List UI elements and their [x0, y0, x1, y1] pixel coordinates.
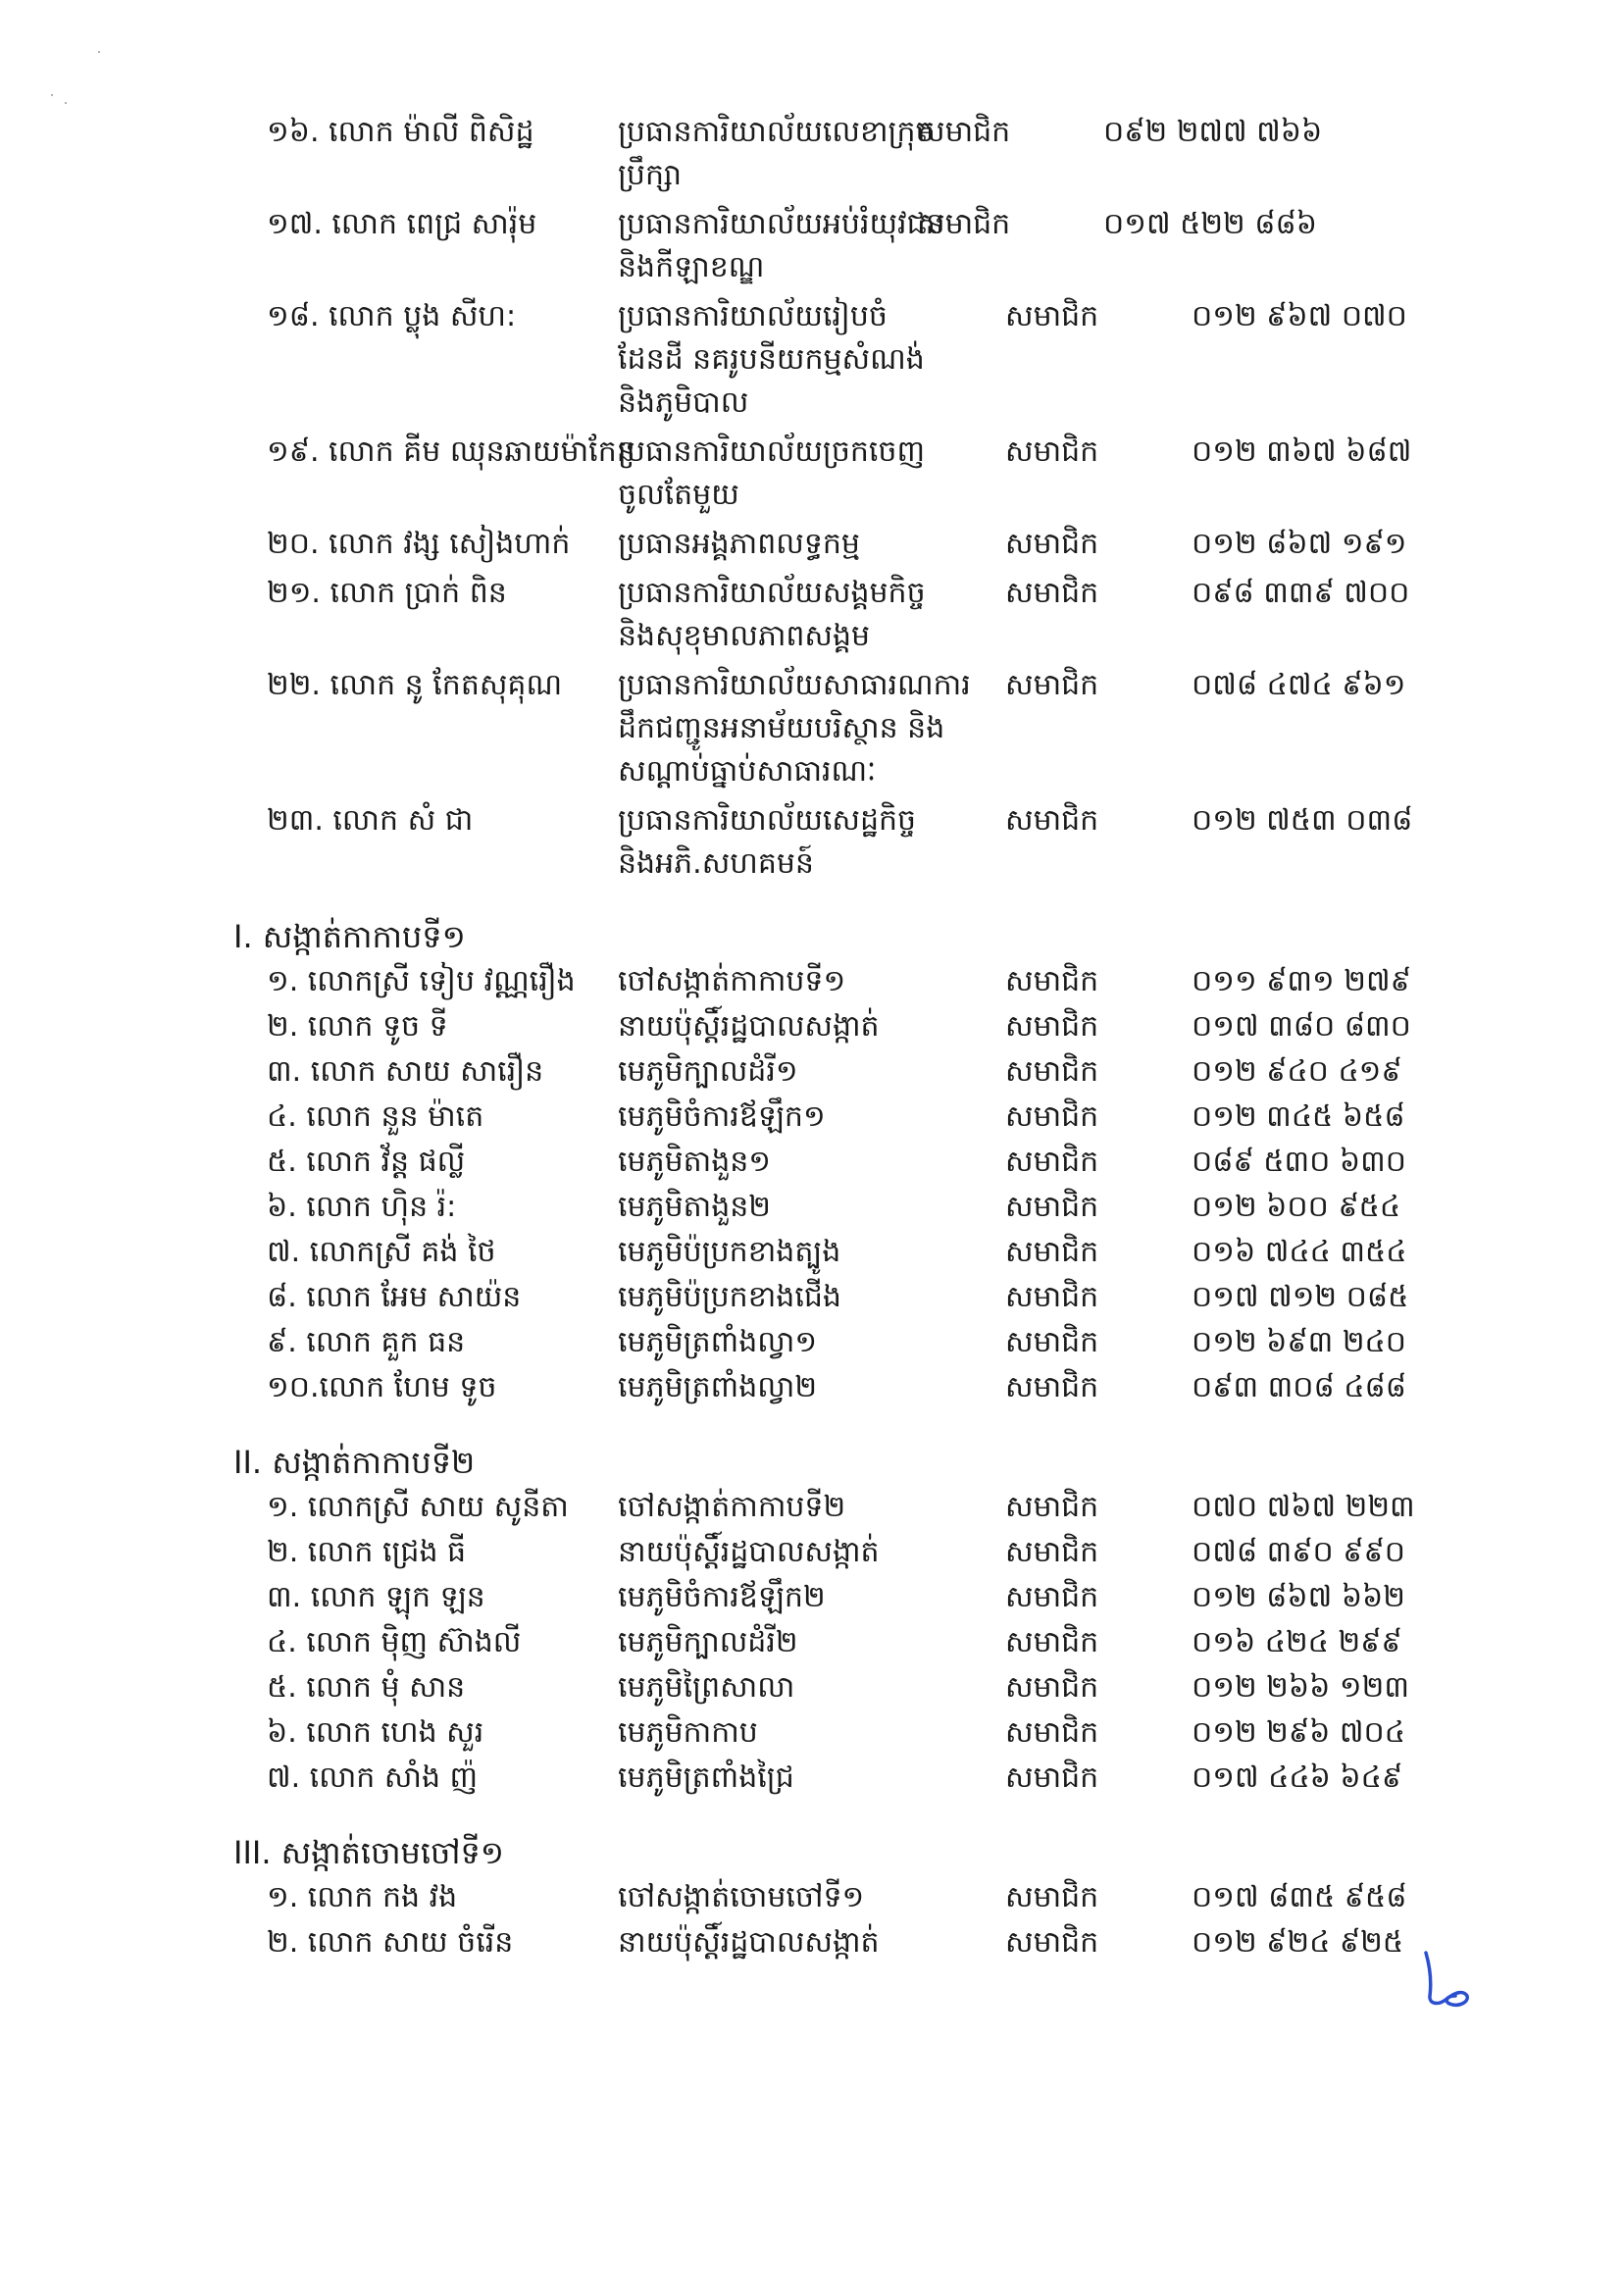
member-phone: ០១២ ២៦៦ ១២៣ [1192, 1670, 1409, 1705]
member-role: សមាជិក [1005, 1490, 1099, 1524]
member-name: ៣. លោក សាយ សារឿន [267, 1054, 544, 1089]
member-phone: ០៧៨ ៤៧៤ ៩៦១ [1192, 668, 1406, 702]
scan-speck [51, 94, 53, 96]
member-position: ចៅសង្កាត់ចោមចៅទី១ [618, 1880, 865, 1914]
member-row [0, 1875, 1624, 1920]
member-position-continued: សណ្តាប់ធ្នាប់សាធារណៈ [618, 754, 877, 789]
member-row [0, 1004, 1624, 1049]
member-role: សមាជិក [1005, 1580, 1099, 1614]
member-row [0, 430, 1624, 475]
member-position: ប្រធានការិយាល័យសេដ្ឋកិច្ច [618, 803, 917, 838]
member-phone: ០១៧ ៧១២ ០៨៥ [1192, 1280, 1409, 1314]
member-position: ប្រធានការិយាល័យអប់រំយុវជន [618, 207, 944, 241]
member-phone: ០៨៩ ៥៣០ ៦៣០ [1192, 1145, 1407, 1179]
member-phone: ០១៦ ៤២៤ ២៩៩ [1192, 1625, 1402, 1659]
member-name: ៥. លោក វ័ន្ត ផល្លី [267, 1145, 466, 1179]
member-phone: ០៩៨ ៣៣៩ ៧០០ [1192, 576, 1410, 610]
member-phone: ០១២ ៨៦៧ ៦៦២ [1192, 1580, 1405, 1614]
member-role: សមាជិក [1005, 1145, 1099, 1179]
member-position-continued: និងអភិ.សហគមន៍ [618, 846, 814, 881]
member-phone: ០១២ ៣៦៧ ៦៨៧ [1192, 434, 1412, 469]
member-position: ចៅសង្កាត់កាកាបទី១ [618, 964, 846, 998]
member-role: សមាជិក [1005, 1715, 1099, 1750]
member-position: ចៅសង្កាត់កាកាបទី២ [618, 1490, 846, 1524]
member-role: សមាជិក [1005, 576, 1099, 610]
member-name: ១៧. លោក ពេជ្រ សារ៉ុម [267, 207, 537, 241]
member-role: សមាជិក [1005, 803, 1099, 838]
member-phone: ០១២ ៦០០ ៩៥៤ [1192, 1190, 1401, 1224]
member-role: សមាជិក [1005, 299, 1099, 333]
member-position: មេភូមិព្រៃសាលា [618, 1670, 795, 1705]
member-name: ១៨. លោក ប្លុង សីហ: [267, 299, 517, 333]
member-position: មេភូមិត្រពាំងជ្រៃ [618, 1760, 794, 1795]
section-title: II. សង្កាត់កាកាបទី២ [233, 1444, 476, 1481]
member-position: នាយប៉ុស្តិ៍រដ្ឋបាលសង្កាត់ [618, 1535, 880, 1569]
member-name: ១. លោកស្រី ទៀប វណ្ណរឿង [267, 964, 576, 998]
member-position: ប្រធានការិយាល័យរៀបចំ [618, 299, 888, 333]
member-name: ១៦. លោក ម៉ាលី ពិសិដ្ឋ [267, 115, 534, 149]
scan-speck [98, 51, 100, 53]
member-position: មេភូមិតាងួន២ [618, 1190, 772, 1224]
member-position-continued: និងភូមិបាល [618, 385, 749, 420]
member-role: សមាជិក [1005, 1625, 1099, 1659]
member-role: សមាជិក [1005, 1880, 1099, 1914]
scan-speck [65, 102, 67, 104]
section-heading [0, 1440, 1624, 1485]
member-role: សមាជិក [1005, 1054, 1099, 1089]
member-phone: ០៧៨ ៣៩០ ៩៩០ [1192, 1535, 1405, 1569]
member-role: សមាជិក [1005, 1009, 1099, 1044]
member-position: ប្រធានការិយាល័យសង្គមកិច្ច [618, 576, 926, 610]
member-row [0, 294, 1624, 339]
member-phone: ០១២ ៧៥៣ ០៣៨ [1192, 803, 1413, 838]
member-phone: ០១១ ៩៣១ ២៧៩ [1192, 964, 1411, 998]
member-position: មេភូមិចំការឪឡឹក១ [618, 1099, 826, 1134]
member-position: មេភូមិប៉ប្រកខាងត្បូង [618, 1235, 841, 1269]
member-phone: ០១២ ៩៦៧ ០៧០ [1192, 299, 1407, 333]
member-row [0, 1095, 1624, 1140]
member-role: សមាជិក [1005, 1099, 1099, 1134]
member-role: សមាជិក [1005, 527, 1099, 561]
position-continuation [0, 247, 1624, 288]
member-phone: ០១២ ៩២៤ ៩២៥ [1192, 1925, 1404, 1960]
member-phone: ០៧០ ៧៦៧ ២២៣ [1192, 1490, 1415, 1524]
member-name: ៤. លោក ម៉ិញ ស៊ាងលី [267, 1625, 522, 1659]
member-role: សមាជិក [1005, 1925, 1099, 1960]
member-name: ៤. លោក នួន ម៉ាតេ [267, 1099, 484, 1134]
member-name: ១០.លោក ហែម ទូច [267, 1370, 497, 1404]
section-heading [0, 1830, 1624, 1875]
member-row [0, 1320, 1624, 1365]
member-position-continued: ដឹកជញ្ជូនអនាម័យបរិស្ថាន និង [618, 711, 945, 745]
member-row [0, 1620, 1624, 1665]
member-role: សមាជិក [1005, 1760, 1099, 1795]
member-row [0, 1756, 1624, 1801]
member-position: នាយប៉ុស្តិ៍រដ្ឋបាលសង្កាត់ [618, 1009, 880, 1044]
member-position-continued: និងសុខុមាលភាពសង្គម [618, 619, 871, 653]
member-row [0, 1920, 1624, 1965]
member-role: សមាជិក [1005, 434, 1099, 469]
member-row [0, 202, 1624, 247]
member-position: ប្រធានការិយាល័យសាធារណការ [618, 668, 971, 702]
member-phone: ០៩៣ ៣០៨ ៤៨៨ [1192, 1370, 1407, 1404]
member-role: សមាជិក [1005, 1370, 1099, 1404]
member-row [0, 663, 1624, 708]
member-position: មេភូមិត្រពាំងល្វា១ [618, 1325, 818, 1359]
member-row [0, 522, 1624, 567]
member-role: សមាជិក [1005, 668, 1099, 702]
position-continuation [0, 751, 1624, 792]
member-position: មេភូមិក្បាលដំរី២ [618, 1625, 798, 1659]
position-continuation [0, 339, 1624, 381]
member-position-continued: និងកីឡាខណ្ឌ [618, 250, 765, 284]
member-row [0, 571, 1624, 616]
member-phone: ០១២ ៦៩៣ ២៤០ [1192, 1325, 1407, 1359]
member-name: ១៩. លោក គីម ឈុនឆាយម៉ាកែន [267, 434, 635, 469]
member-name: ៨. លោក អែម សាយ៉ន [267, 1280, 522, 1314]
member-role: សមាជិក [1005, 1670, 1099, 1705]
position-continuation [0, 475, 1624, 516]
member-phone: ០១២ ៨៦៧ ១៩១ [1192, 527, 1407, 561]
member-phone: ០១៦ ៧៤៤ ៣៥៤ [1192, 1235, 1407, 1269]
member-position: ប្រធានការិយាល័យច្រកចេញ [618, 434, 926, 469]
member-name: ២១. លោក ប្រាក់ ពិន [267, 576, 507, 610]
member-name: ៣. លោក ឡុក ឡន [267, 1580, 485, 1614]
member-row [0, 1575, 1624, 1620]
member-row [0, 110, 1624, 155]
member-position: មេភូមិតាងួន១ [618, 1145, 772, 1179]
position-continuation [0, 843, 1624, 885]
member-phone: ០១៧ ៤៤៦ ៦៤៩ [1192, 1760, 1403, 1795]
position-continuation [0, 708, 1624, 749]
member-row [0, 1049, 1624, 1095]
member-position: ប្រធានការិយាល័យលេខាក្រុម [618, 115, 935, 149]
member-position-continued: ដែនដី នគរូបនីយកម្មសំណង់ [618, 342, 925, 377]
member-name: ២. លោក ទូច ទី [267, 1009, 448, 1044]
member-row [0, 1485, 1624, 1530]
member-name: ១. លោក កង វង [267, 1880, 458, 1914]
member-name: ១. លោកស្រី សាយ សូនីតា [267, 1490, 569, 1524]
member-phone: ០១៧ ៥២២ ៨៨៦ [1103, 207, 1317, 241]
member-name: ៧. លោកស្រី គង់ ថៃ [267, 1235, 496, 1269]
position-continuation [0, 382, 1624, 424]
member-position: មេភូមិចំការឪឡឹក២ [618, 1580, 826, 1614]
member-phone: ០១២ ២៩៦ ៧០៤ [1192, 1715, 1405, 1750]
member-phone: ០១២ ៣៤៥ ៦៥៨ [1192, 1099, 1405, 1134]
member-phone: ០៩២ ២៧៧ ៧៦៦ [1103, 115, 1323, 149]
member-position: មេភូមិក្បាលដំរី១ [618, 1054, 798, 1089]
member-name: ៥. លោក មុំ សាន [267, 1670, 466, 1705]
section-title: I. សង្កាត់កាកាបទី១ [233, 918, 466, 955]
member-role: សមាជិក [1005, 1535, 1099, 1569]
member-row [0, 1140, 1624, 1185]
member-role: សមាជិក [1005, 1190, 1099, 1224]
member-position: មេភូមិកាកាប [618, 1715, 758, 1750]
member-role: សមាជិក [1005, 1325, 1099, 1359]
member-position-continued: ប្រឹក្សា [618, 158, 683, 192]
position-continuation [0, 155, 1624, 196]
member-row [0, 1530, 1624, 1575]
member-name: ៦. លោក ហេង សួរ [267, 1715, 484, 1750]
section-title: III. សង្កាត់ចោមចៅទី១ [233, 1834, 504, 1871]
member-position: មេភូមិប៉ប្រកខាងជើង [618, 1280, 841, 1314]
position-continuation [0, 616, 1624, 657]
member-row [0, 1665, 1624, 1710]
member-row [0, 959, 1624, 1004]
member-name: ២៣. លោក សំ ជា [267, 803, 474, 838]
member-role: សមាជិក [917, 115, 1011, 149]
member-position: ប្រធានអង្គភាពលទ្ធកម្ម [618, 527, 860, 561]
member-role: សមាជិក [1005, 1235, 1099, 1269]
member-row [0, 1275, 1624, 1320]
member-name: ២០. លោក វង្ស សៀងហាក់ [267, 527, 571, 561]
member-phone: ០១៧ ៨៣៥ ៩៥៨ [1192, 1880, 1407, 1914]
member-phone: ០១២ ៩៤០ ៤១៩ [1192, 1054, 1402, 1089]
member-position-continued: ចូលតែមួយ [618, 478, 739, 512]
member-name: ៩. លោក គួក ធន [267, 1325, 466, 1359]
member-role: សមាជិក [1005, 1280, 1099, 1314]
member-row [0, 798, 1624, 843]
member-position: មេភូមិត្រពាំងល្វា២ [618, 1370, 818, 1404]
member-name: ៧. លោក សាំង ញ៉ [267, 1760, 479, 1795]
member-row [0, 1365, 1624, 1410]
member-name: ២. លោក ជ្រេង ធី [267, 1535, 467, 1569]
member-phone: ០១៧ ៣៨០ ៨៣០ [1192, 1009, 1411, 1044]
member-row [0, 1710, 1624, 1756]
member-row [0, 1230, 1624, 1275]
member-row [0, 1185, 1624, 1230]
member-position: នាយប៉ុស្តិ៍រដ្ឋបាលសង្កាត់ [618, 1925, 880, 1960]
member-role: សមាជិក [917, 207, 1011, 241]
section-heading [0, 914, 1624, 959]
member-name: ២. លោក សាយ ចំរើន [267, 1925, 514, 1960]
member-name: ៦. លោក ហ៊ិន រ៉: [267, 1190, 457, 1224]
member-name: ២២. លោក នូ កែតសុគុណ [267, 668, 563, 702]
member-role: សមាជិក [1005, 964, 1099, 998]
